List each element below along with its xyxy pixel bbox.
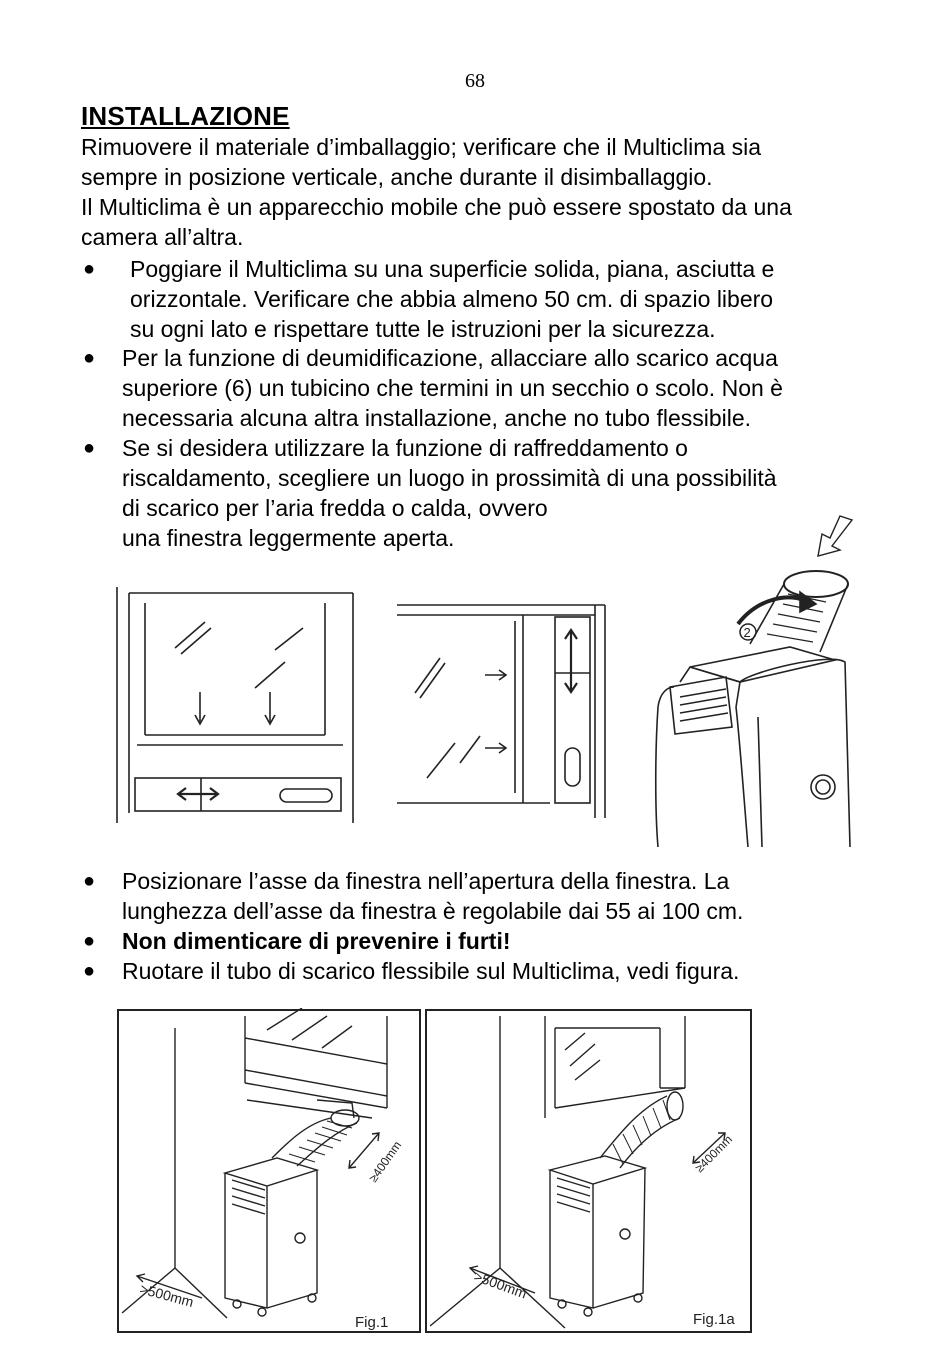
list-item [81,254,881,344]
fig1-wall-distance: ≥400mm [365,1138,405,1185]
intro-line: sempre in posizione verticale, anche durante il disimballaggio. [81,164,713,190]
fig1a-floor-distance: >500mm [471,1267,529,1302]
list-item-line: di scarico per l’aria fredda o calda, ovvero [122,495,548,521]
list-item-line: Posizionare l’asse da finestra nell’apertura della finestra. La [122,868,730,894]
bullet-icon: ● [83,870,96,892]
window-panel-vertical-illustration [395,603,610,823]
list-item-line: Non dimenticare di prevenire i furti! [122,928,511,954]
fig1a-illustration [425,1008,755,1334]
intro-paragraph [81,132,881,252]
list-item-line: Se si desidera utilizzare la funzione di raffreddamento o [122,435,688,461]
list-item [81,866,881,926]
list-item-line: lunghezza dell’asse da finestra è regolabile dai 55 ai 100 cm. [122,898,744,924]
list-item-line: necessaria alcuna altra installazione, anche no tubo flessibile. [122,405,752,431]
list-item [81,926,881,956]
list-item-line: Poggiare il Multiclima su una superficie solida, piana, asciutta e [130,256,775,282]
unit-hose-rotation-illustration [640,512,855,847]
list-item-line: orizzontale. Verificare che abbia almeno 50 cm. di spazio libero [130,286,774,312]
bullet-icon: ● [83,960,96,982]
bullet-icon: ● [83,930,96,952]
fig1-floor-distance: >500mm [138,1280,196,1311]
section-heading: INSTALLAZIONE [81,101,290,131]
fig1a-caption: Fig.1a [693,1311,735,1328]
intro-line: camera all’altra. [81,224,244,250]
window-panel-horizontal-illustration [115,585,360,825]
list-item-line: su ogni lato e rispettare tutte le istruzioni per la sicurezza. [130,316,716,342]
step-marker: 2 [743,625,751,640]
list-item [81,343,881,433]
bullet-icon: ● [83,437,96,459]
fig1-caption: Fig.1 [355,1314,389,1331]
list-item-line: riscaldamento, scegliere un luogo in prossimità di una possibilità [122,465,777,491]
list-item-line: Per la funzione di deumidificazione, allacciare allo scarico acqua [122,345,778,371]
intro-line: Il Multiclima è un apparecchio mobile che può essere spostato da una [81,194,792,220]
fig1-illustration [117,1008,422,1334]
list-item-line: una finestra leggermente aperta. [122,525,455,551]
list-item-line: superiore (6) un tubicino che termini in un secchio o scolo. Non è [122,375,783,401]
intro-line: Rimuovere il materiale d’imballaggio; verificare che il Multiclima sia [81,134,762,160]
bullet-icon: ● [83,258,96,280]
list-item [81,956,881,986]
fig1a-wall-distance: ≥400mm [692,1132,736,1176]
page-number: 68 [465,70,485,92]
list-item-line: Ruotare il tubo di scarico flessibile sul Multiclima, vedi figura. [122,958,740,984]
bullet-icon: ● [83,347,96,369]
